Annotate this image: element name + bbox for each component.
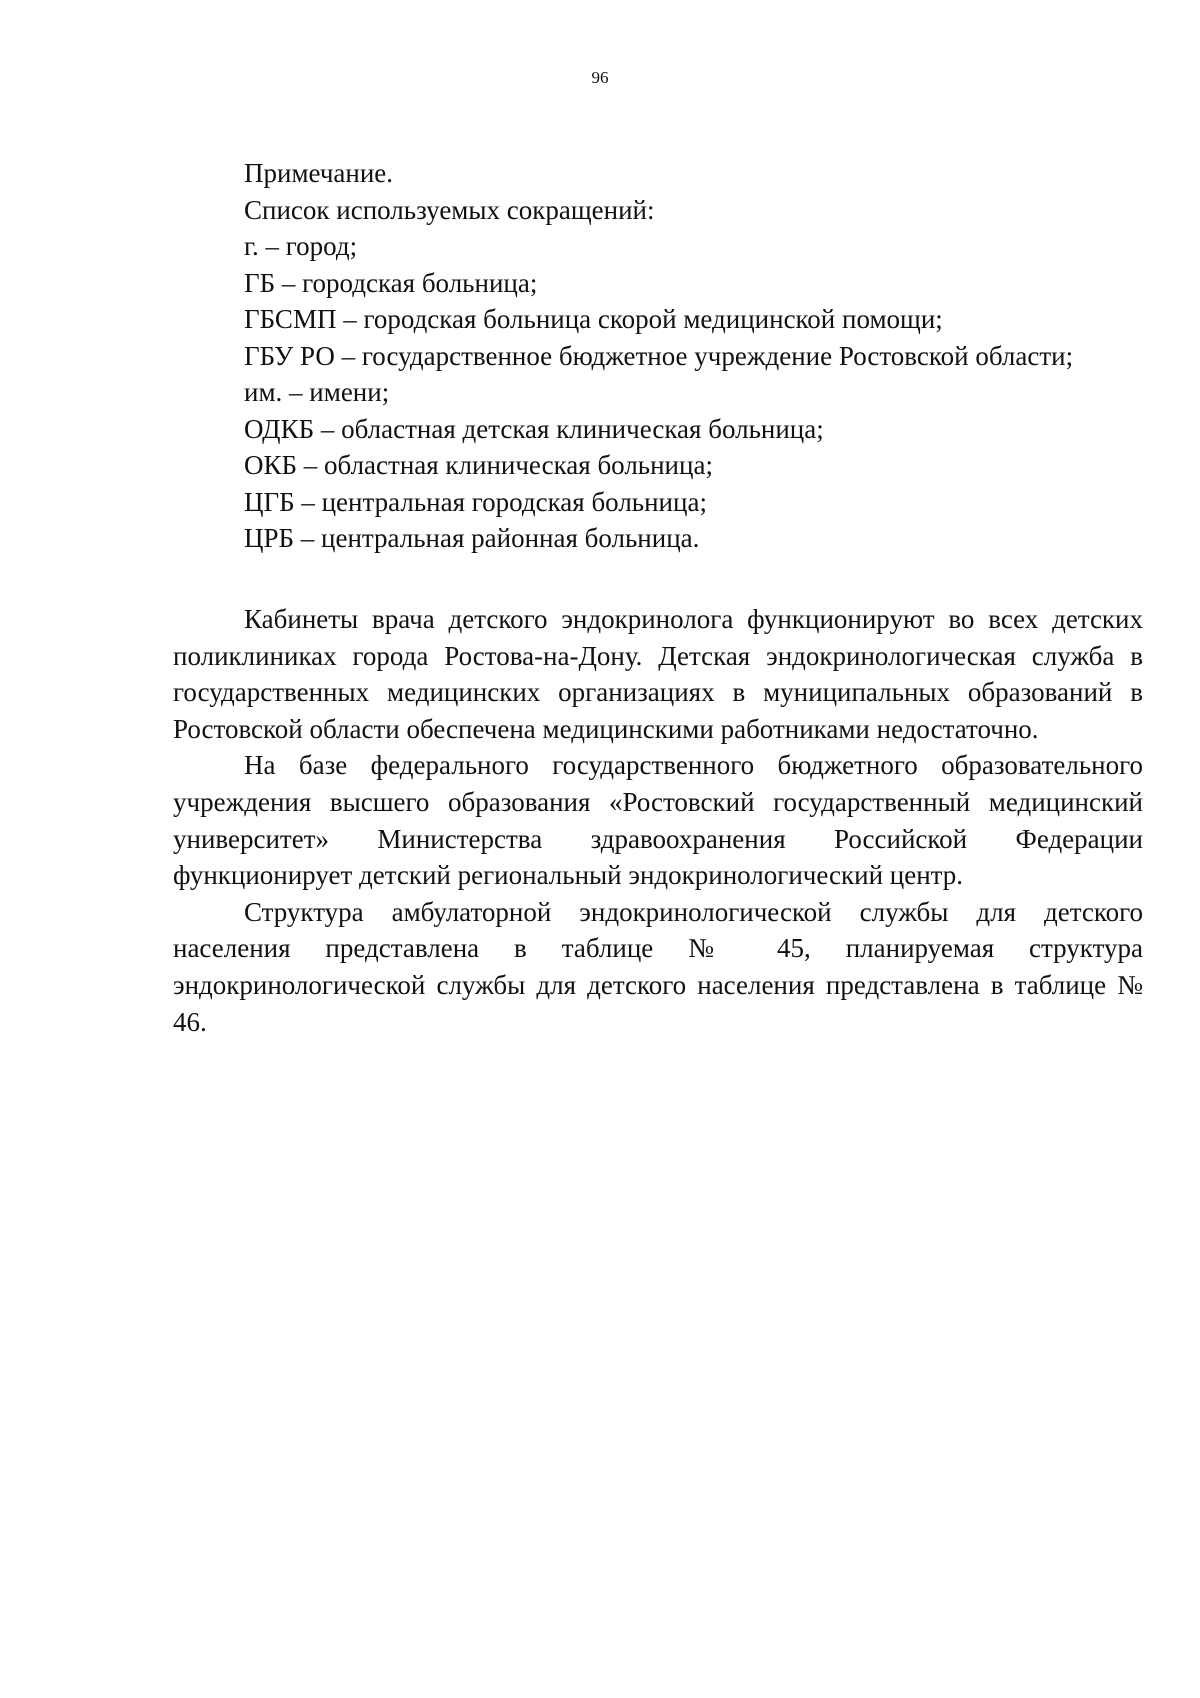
abbreviation-item: ГБУ РО – государственное бюджетное учреждение Ростовской области; (244, 340, 1074, 371)
paragraph-service-structure: Структура амбулаторной эндокринологической службы для детского населения представлена в таблице № 45, планируемая структура эндокринологической службы для детского населения представлена в таблице № 46. (173, 896, 1143, 1037)
abbreviation-item: ЦГБ – центральная городская больница; (244, 486, 707, 517)
note-subtitle: Список используемых сокращений: (244, 194, 655, 225)
abbreviation-item: ГБ – городская больница; (244, 267, 538, 298)
body-text (173, 601, 1143, 1040)
abbreviation-item: г. – город; (244, 231, 358, 261)
abbreviation-item: ГБСМП – городская больница скорой медицинской помощи; (244, 304, 943, 334)
paragraph-endocrinology-offices: Кабинеты врача детского эндокринолога функционируют во всех детских поликлиниках города Ростова-на-Дону. Детская эндокринологическая служба в государственных медицинских организациях в муниципальных образований в Ростовской области обеспечена медицинскими работниками недостаточно. (173, 604, 1143, 744)
abbreviations-note (244, 155, 1144, 557)
abbreviation-item: им. – имени; (244, 377, 390, 407)
abbreviation-item: ОКБ – областная клиническая больница; (244, 450, 713, 480)
abbreviation-item: ОДКБ – областная детская клиническая больница; (244, 413, 824, 444)
paragraph-regional-center: На базе федерального государственного бюджетного образовательного учреждения высшего образования «Ростовский государственный медицинский университет» Министерства здравоохранения Российской Федерации функционирует детский региональный эндокринологический центр. (173, 750, 1143, 891)
page-number: 96 (591, 68, 609, 87)
abbreviation-item: ЦРБ – центральная районная больница. (244, 523, 700, 553)
note-title: Примечание. (244, 158, 394, 188)
